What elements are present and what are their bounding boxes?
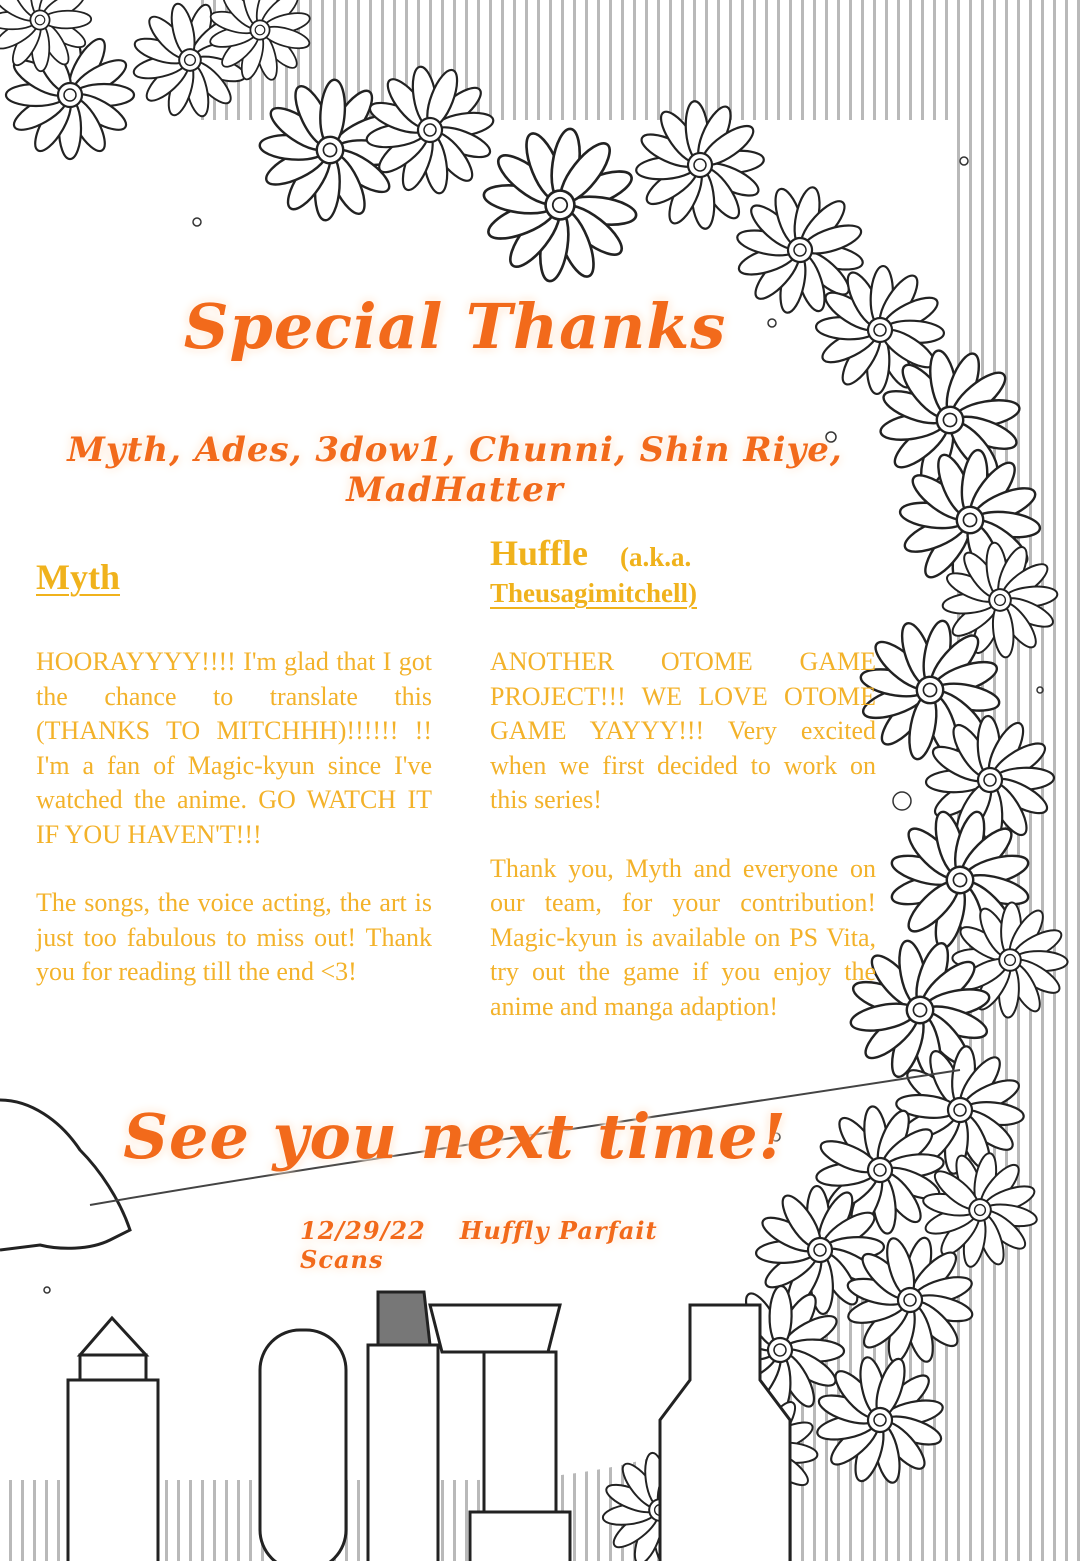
right-heading-aka: (a.k.a.	[620, 542, 692, 572]
flower-icon	[631, 96, 770, 235]
flower-icon	[460, 105, 660, 305]
right-heading-alias: Theusagimitchell)	[490, 578, 697, 608]
bottles	[68, 1292, 790, 1561]
page-title: Special Thanks	[183, 290, 727, 363]
right-column	[490, 645, 876, 1058]
right-paragraph: Thank you, Myth and everyone on our team, for your contribution! Magic-kyun is available on PS Vita, try out the game if you enjoy the anime and manga adaption!	[490, 853, 876, 1021]
left-column	[36, 645, 432, 1024]
footer-group: Huffly Parfait Scans	[300, 1216, 658, 1274]
right-heading-name: Huffle	[490, 533, 588, 573]
left-heading: Myth	[36, 557, 120, 597]
footer	[300, 1216, 660, 1274]
right-paragraph: ANOTHER OTOME GAME PROJECT!!! WE LOVE OTOME GAME YAYYY!!! Very excited when we first decided to work on this series!	[490, 647, 876, 814]
left-paragraph: HOORAYYYY!!!! I'm glad that I got the chance to translate this (THANKS TO MITCHHH)!!!!!! !! I'm a fan of Magic-kyun since I've watched the anime. GO WATCH IT IF YOU HAVEN'T!!!	[36, 647, 432, 849]
left-paragraph: The songs, the voice acting, the art is just too fabulous to miss out! Thank you for reading till the end <3!	[36, 888, 432, 986]
outro-message: See you next time!	[123, 1100, 787, 1173]
credits-line: Myth, Ades, 3dow1, Chunni, Shin Riye, MadHatter	[67, 430, 843, 510]
footer-date: 12/29/22	[300, 1216, 426, 1245]
